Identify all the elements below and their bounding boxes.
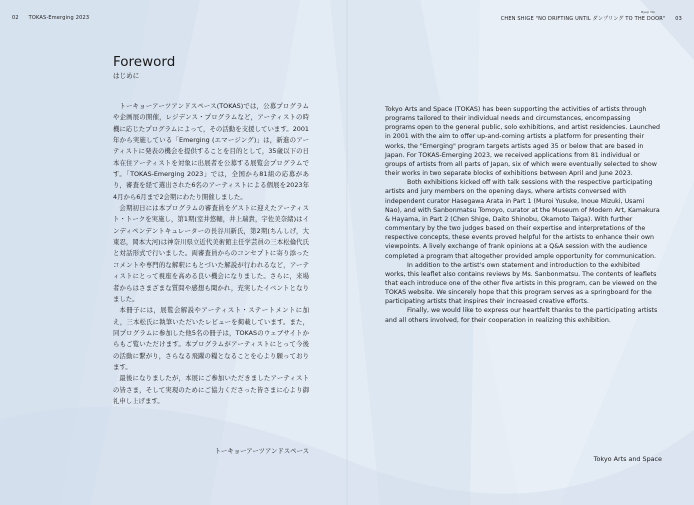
en-paragraph: Finally, we would like to express our heartfelt thanks to the participating artists and all others involved, for their cooperation in realizing this exhibition.: [385, 307, 658, 324]
right-page-number: 03: [675, 16, 682, 22]
right-running-title: CHEN SHIGE "NO DRIFTING UNTIL ダンプリング TO THE DOOR": [500, 16, 666, 22]
jp-paragraph: 本冊子には，展覧会解説やアーティスト・ステートメントに加え，三本松氏に執筆いただいたレビューを掲載しています。また，同プログラムに参加した他5名の冊子は，TOKASのウェブサイトからもご覧いただけます。本プログラムがアーティストにとって今後の活動に繋がり，さらなる飛躍の糧となることを心より願っております。: [113, 306, 309, 371]
jp-signature: トーキョーアーツアンドスペース: [214, 447, 309, 455]
left-page-number: 02: [12, 15, 19, 21]
page-title: Foreword: [113, 54, 176, 70]
jp-paragraph: 会期初日には本プログラムの審査員をゲストに迎えたアーティスト・トークを実施し，第1期(室井悠輔，井上瑞貴，宇佐美奈緒)はインディペンデントキュレーターの長谷川新氏，第2期(ちんしげ，大東忍，岡本大河)は神奈川県立近代美術館主任学芸員の三本松倫代氏と対話形式で行いました。両審査員からのコンセプトに寄り添ったコメントや専門的な解釈にもとづいた解説が行われるなど，アーティストにとって視座を高める良い機会になりました。さらに，来場者からはさまざまな質問や感想も聞かれ，充実したイベントとなりました。: [113, 204, 309, 303]
left-running-title: TOKAS-Emerging 2023: [28, 15, 90, 21]
page-title-jp: はじめに: [113, 72, 140, 80]
en-paragraph: In addition to the artist's own statement and introduction to the exhibited works, this leaflet also contains reviews by Ms. Sanbonmatsu. The contents of leaflets that each introduce one of the other five artists in this program, can be viewed on the TOKAS website. We sincerely hope that this program serves as a springboard for the participating artists that inspires their increased creative efforts.: [385, 261, 657, 306]
en-paragraph: Both exhibitions kicked off with talk sessions with the respective participating artists and jury members on the opening days, where artists conversed with independent curator Hasegawa Arata in Part 1 (Muroi Yusuke, Inoue Mizuki, Usami Nao), and with Sanbonmatsu Tomoyo, curator at the Museum of Modern Art, Kamakura & Hayama, in Part 2 (Chen Shige, Daito Shinobu, Okamoto Taiga). With further commentary by the two judges based on their expertise and interpretations of the respective concepts, these events proved helpful for the artists to enhance their own viewpoints. A lively exchange of frank opinions at a Q&A session with the audience completed a program that altogether provided ample opportunity for communication.: [385, 179, 660, 260]
english-body: [385, 105, 662, 325]
japanese-body: [113, 101, 309, 407]
jp-paragraph: 最後になりましたが，本展にご参加いただきましたアーティストの皆さま，そして実現のためにご協力くださった皆さまに心より御礼申し上げます。: [113, 374, 309, 405]
right-page-header: [500, 10, 682, 22]
en-signature: Tokyo Arts and Space: [593, 455, 662, 463]
jp-paragraph: トーキョーアーツアンドスペース(TOKAS)では，公募プログラムや企画展の開催，レジデンス・プログラムなど，アーティストの時機に応じたプログラムによって，その活動を支援しています。2001年から実施している「Emerging (エマージング)」は，新進のアーティストに発表の機会を提供することを目的として，35歳以下の日本在住アーティストを対象に出展者を公募する展覧会プログラムです。「TOKAS-Emerging 2023」では，全国から81組の応募があり，審査を経て選出された6名のアーティストによる個展を2023年4月から6月まで2会期にわたり開催しました。: [113, 102, 309, 201]
left-page-header: [12, 15, 89, 21]
en-paragraph: Tokyo Arts and Space (TOKAS) has been supporting the activities of artists through programs tailored to their individual needs and circumstances, encompassing programs open to the general public, solo exhibitions, and artist residencies. Launched in 2001 with the aim to offer up-and-coming artists a platform for presenting their works, the "Emerging" program targets artists aged 35 or below that are based in Japan. For TOKAS-Emerging 2023, we received applications from 81 individual or groups of artists from all parts of Japan, six of which were eventually selected to show their works in two separate blocks of exhibitions between April and June 2023.: [385, 106, 661, 178]
right-running-subtitle: Ryuji Ito: [641, 10, 655, 14]
